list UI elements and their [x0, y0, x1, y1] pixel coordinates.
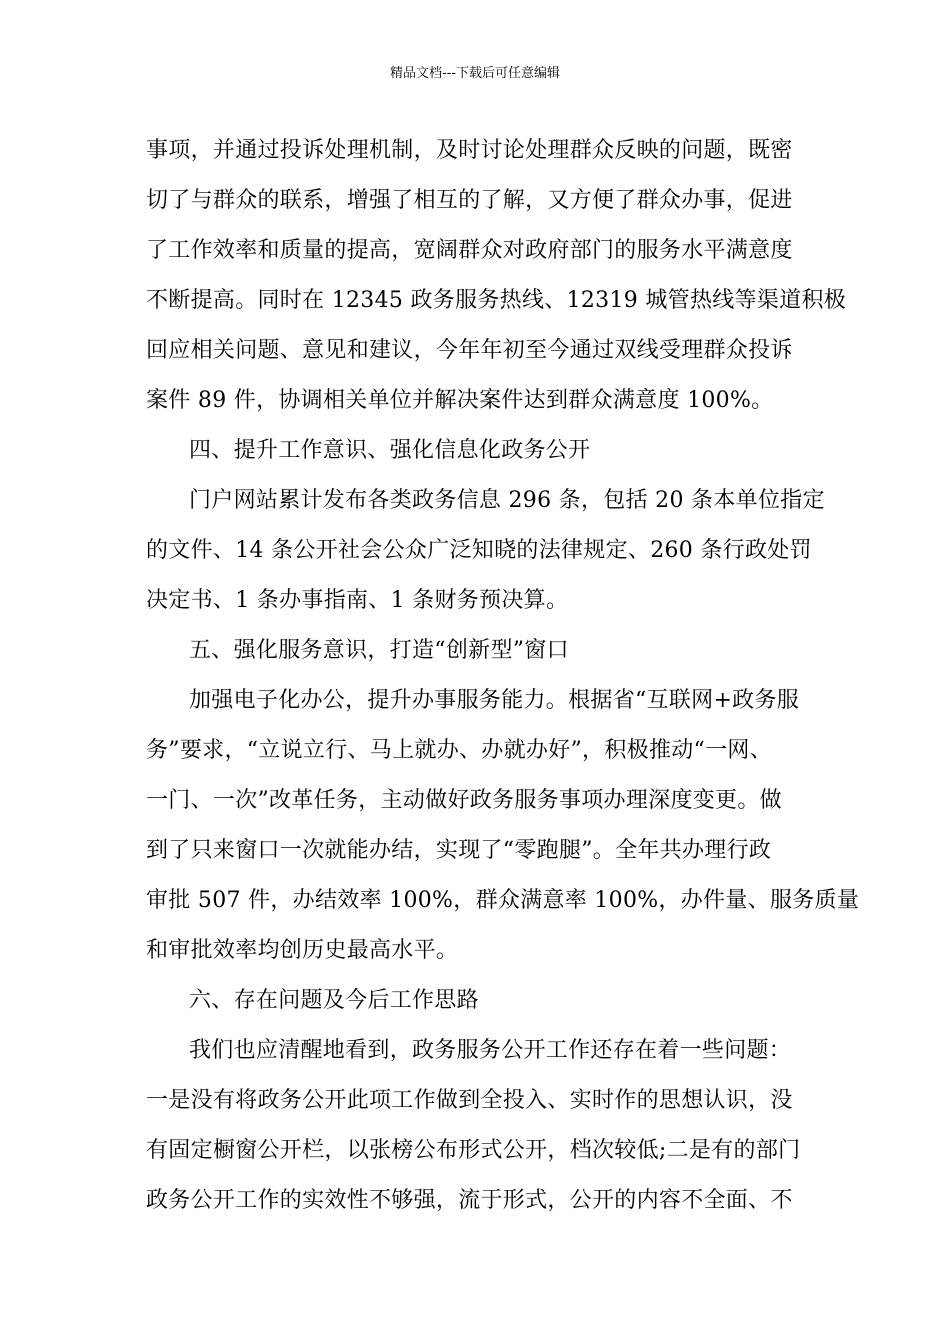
paragraph-line: 我们也应清醒地看到，政务服务公开工作还存在着一些问题： — [189, 1038, 792, 1063]
section-heading: 六、存在问题及今后工作思路 — [189, 988, 479, 1013]
paragraph-line: 切了与群众的联系，增强了相互的了解，又方便了群众办事，促进 — [146, 188, 793, 213]
section-heading: 五、强化服务意识，打造“创新型”窗口 — [189, 638, 569, 663]
paragraph-line: 了工作效率和质量的提高，宽阔群众对政府部门的服务水平满意度 — [146, 238, 793, 263]
paragraph-line: 一是没有将政务公开此项工作做到全投入、实时作的思想认识，没 — [146, 1088, 793, 1113]
paragraph-line: 和审批效率均创历史最高水平。 — [146, 938, 459, 963]
paragraph-line: 务”要求，“立说立行、马上就办、办就办好”，积极推动“一网、 — [146, 738, 772, 763]
paragraph-line: 加强电子化办公，提升办事服务能力。根据省“互联网+政务服 — [189, 688, 800, 713]
paragraph-line: 决定书、1 条办事指南、1 条财务预决算。 — [146, 588, 569, 613]
paragraph-line: 一门、一次”改革任务，主动做好政务服务事项办理深度变更。做 — [146, 788, 782, 813]
page-header: 精品文档---下载后可任意编辑 — [389, 66, 561, 81]
paragraph-line: 案件 89 件，协调相关单位并解决案件达到群众满意度 100%。 — [146, 388, 774, 413]
section-heading: 四、提升工作意识、强化信息化政务公开 — [189, 438, 591, 463]
paragraph-line: 事项，并通过投诉处理机制，及时讨论处理群众反映的问题，既密 — [146, 138, 793, 163]
paragraph-line: 政务公开工作的实效性不够强，流于形式，公开的内容不全面、不 — [146, 1188, 793, 1213]
paragraph-line: 不断提高。同时在 12345 政务服务热线、12319 城管热线等渠道积极 — [146, 288, 847, 313]
paragraph-line: 回应相关问题、意见和建议，今年年初至今通过双线受理群众投诉 — [146, 338, 793, 363]
paragraph-line: 审批 507 件，办结效率 100%，群众满意率 100%，办件量、服务质量 — [146, 888, 860, 913]
paragraph-line: 到了只来窗口一次就能办结，实现了“零跑腿”。全年共办理行政 — [146, 838, 772, 863]
paragraph-line: 有固定橱窗公开栏，以张榜公布形式公开，档次较低;二是有的部门 — [146, 1138, 801, 1163]
paragraph-line: 门户网站累计发布各类政务信息 296 条，包括 20 条本单位指定 — [189, 488, 825, 513]
paragraph-line: 的文件、14 条公开社会公众广泛知晓的法律规定、260 条行政处罚 — [146, 538, 812, 563]
